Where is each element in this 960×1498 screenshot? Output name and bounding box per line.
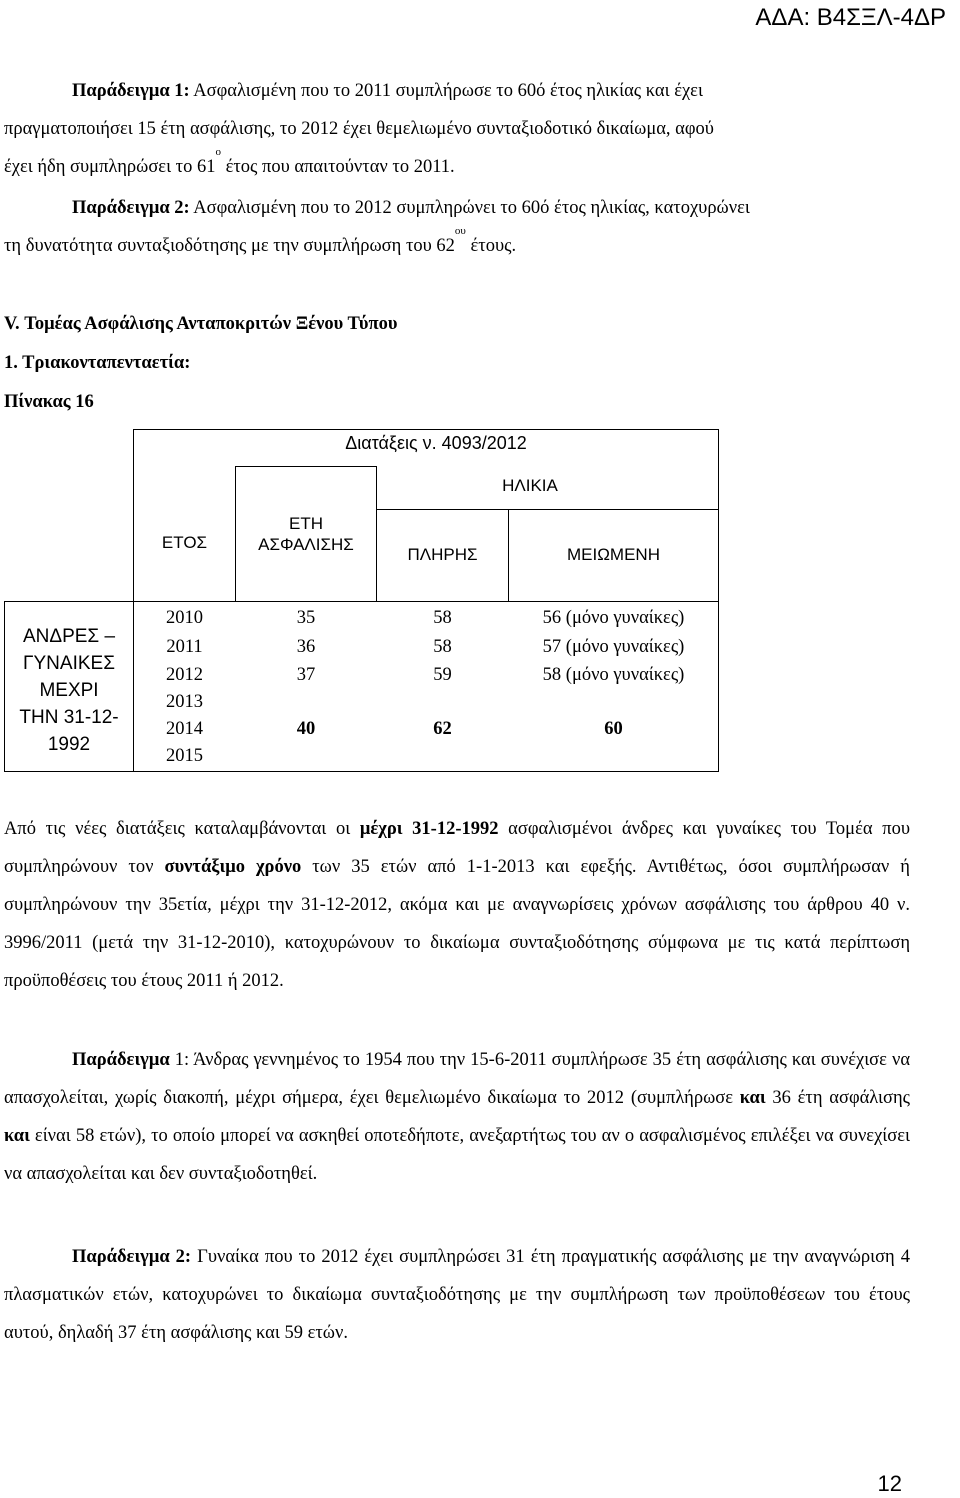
document-id: ΑΔΑ: Β4ΣΞΛ-4ΔΡ [755,4,946,31]
section-heading: V. Τομέας Ασφάλισης Ανταποκριτών Ξένου Τύπου [4,314,398,334]
example-2b-paragraph: Παράδειγμα 2: Γυναίκα που το 2012 έχει συμπληρώσει 31 έτη πραγματικής ασφάλισης με την αναγνώριση 4 πλασματικών ετών, κατοχυρώνει το δικαίωμα συνταξιοδότησης με την συμπλήρωση των προϋποθέσεων του έτους αυτού, δηλαδή 37 έτη ασφάλισης και 59 ετών. [4,1247,911,1343]
example-label: Παράδειγμα [72,1050,170,1070]
row-group-label: ΑΝΔΡΕΣ – ΓΥΝΑΙΚΕΣ ΜΕΧΡΙ ΤΗΝ 31-12- 1992 [19,626,119,755]
example-label: Παράδειγμα 2: [72,1247,192,1267]
header-full: ΠΛΗΡΗΣ [407,545,478,564]
example-1b-paragraph: Παράδειγμα 1: Άνδρας γεννημένος το 1954 που την 15-6-2011 συμπλήρωσε 35 έτη ασφάλισης και συνέχισε να απασχολείται, χωρίς διακοπή, μέχρι σήμερα, έχει θεμελιωμένο δικαίωμα το 2012 (συμπλήρωσε και 36 έτη ασφάλισης και είναι 58 ετών), το οποίο μπορεί να ασκηθεί οποτεδήποτε, ανεξαρτήτως του αν ο ασφαλισμένος επιλέξει να συνεχίσει να απασχολείται και δεν συνταξιοδοτηθεί. [4,1050,911,1184]
example-2-paragraph: Παράδειγμα 2: Ασφαλισμένη που το 2012 συμπληρώνει το 60ό έτος ηλικίας, κατοχυρώνει τη δυνατότητα συνταξιοδότησης με την συμπλήρωση του $62^{o\upsilon}$ έτους. [4,198,750,256]
example-label: Παράδειγμα 1: [72,81,190,101]
header-age: ΗΛΙΚΙΑ [502,476,558,495]
example-label: Παράδειγμα 2: [72,198,190,218]
header-year: ΕΤΟΣ [161,533,208,552]
header-reduced: ΜΕΙΩΜΕΝΗ [567,545,660,564]
page-number: 12 [877,1471,902,1496]
example-1-paragraph: Παράδειγμα 1: Ασφαλισμένη που το 2011 συμπλήρωσε το 60ό έτος ηλικίας και έχει πραγματοποιήσει 15 έτη ασφάλισης, το 2012 έχει θεμελιωμένο συνταξιοδοτικό δικαίωμα, αφού έχει ήδη συμπληρώσει το $61^o$ έτος που απαιτούνταν το 2011. [4,81,714,177]
sub-heading: 1. Τριακονταπενταετία: [4,353,191,373]
table-caption: Διατάξεις ν. 4093/2012 [345,433,527,453]
provisions-paragraph: Από τις νέες διατάξεις καταλαμβάνονται οι μέχρι 31-12-1992 ασφαλισμένοι άνδρες και γυναίκες του Τομέα που συμπληρώνουν τον συντάξιμο χρόνο των 35 ετών από 1-1-2013 και εφεξής. Αντιθέτως, όσοι συμπλήρωσαν ή συμπληρώνουν την 35ετία, μέχρι την 31-12-2012, ακόμα και με αναγνωρίσεις χρόνων ασφάλισης του άρθρου 40 ν. 3996/2011 (μετά την 31-12-2010), κατοχυρώνουν το δικαίωμα συνταξιοδότησης σύμφωνα με τις κατά περίπτωση προϋποθέσεις του έτους 2011 ή 2012. [4,819,910,991]
table-title: Πίνακας 16 [4,392,94,412]
header-years-insurance: ΕΤΗ ΑΣΦΑΛΙΣΗΣ [258,514,354,554]
